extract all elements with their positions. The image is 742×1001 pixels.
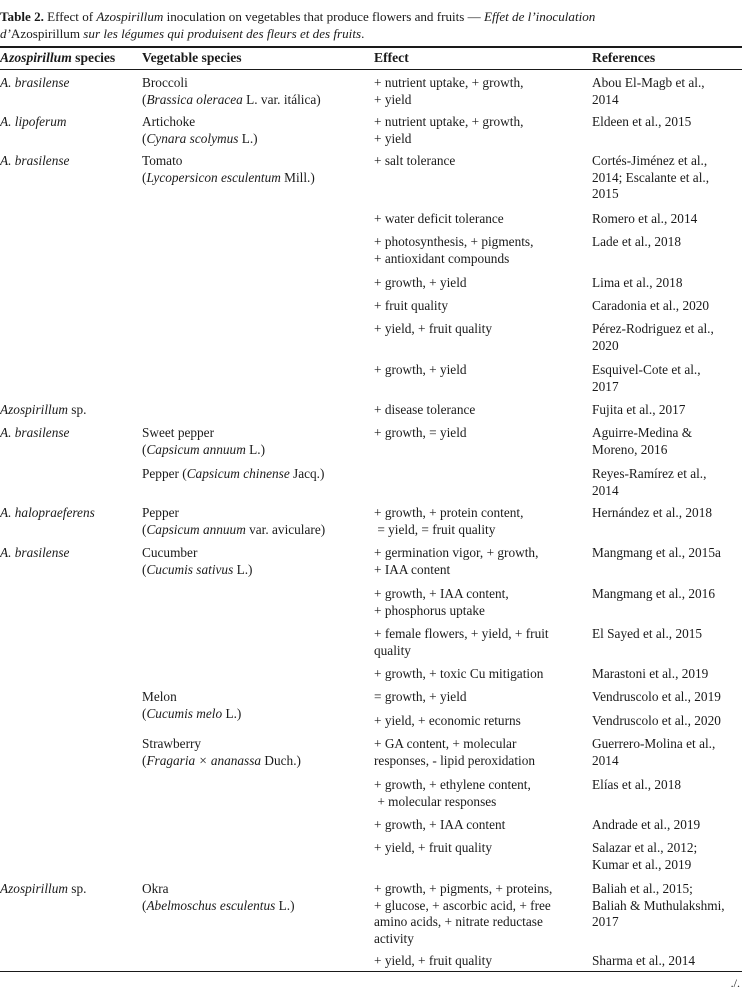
- reference-cell: 2014: [592, 752, 619, 768]
- header-vegetable: Vegetable species: [142, 50, 242, 65]
- effect-cell: + GA content, + molecular: [374, 736, 517, 751]
- effect-cell: + yield, + fruit quality: [374, 840, 493, 855]
- reference-cell: Baliah et al., 2015;: [592, 881, 693, 896]
- vegetable-cell: (Cynara scolymus L.): [142, 130, 258, 146]
- effect-cell: + yield: [374, 91, 412, 107]
- species-cell: A. halopraeferens: [0, 505, 95, 520]
- caption-label: Table 2.: [0, 9, 44, 24]
- reference-cell: Lima et al., 2018: [592, 275, 683, 290]
- species-cell: A. lipoferum: [0, 114, 67, 129]
- reference-cell: Pérez-Rodriguez et al.,: [592, 321, 714, 336]
- vegetable-cell: (Fragaria × ananassa Duch.): [142, 752, 301, 768]
- species-cell: Azospirillum sp.: [0, 402, 87, 417]
- reference-cell: Abou El-Magb et al.,: [592, 75, 705, 90]
- reference-cell: Kumar et al., 2019: [592, 856, 692, 872]
- reference-cell: Eldeen et al., 2015: [592, 114, 692, 129]
- effect-cell: + yield, + fruit quality: [374, 953, 493, 968]
- reference-cell: Elías et al., 2018: [592, 777, 681, 792]
- effect-cell: + yield, + fruit quality: [374, 321, 493, 336]
- header-references: References: [592, 50, 656, 65]
- bottom-rule: [0, 971, 742, 972]
- effect-cell: + yield: [374, 130, 412, 146]
- reference-cell: 2020: [592, 337, 619, 353]
- effect-cell: + germination vigor, + growth,: [374, 545, 539, 560]
- reference-cell: 2017: [592, 914, 619, 930]
- effect-cell: + nutrient uptake, + growth,: [374, 75, 524, 90]
- top-rule: [0, 46, 742, 48]
- effect-cell: amino acids, + nitrate reductase: [374, 914, 543, 930]
- reference-cell: Baliah & Muthulakshmi,: [592, 897, 725, 913]
- vegetable-cell: Artichoke: [142, 114, 196, 129]
- effect-cell: + glucose, + ascorbic acid, + free: [374, 897, 551, 913]
- reference-cell: Fujita et al., 2017: [592, 402, 686, 417]
- effect-cell: + disease tolerance: [374, 402, 476, 417]
- vegetable-cell: Strawberry: [142, 736, 202, 751]
- reference-cell: Salazar et al., 2012;: [592, 840, 698, 855]
- effect-cell: + growth, + yield: [374, 275, 467, 290]
- reference-cell: Vendruscolo et al., 2019: [592, 689, 721, 704]
- vegetable-cell: Pepper: [142, 505, 179, 520]
- reference-cell: Romero et al., 2014: [592, 211, 698, 226]
- reference-cell: Vendruscolo et al., 2020: [592, 713, 721, 728]
- reference-cell: Cortés-Jiménez et al.,: [592, 153, 708, 168]
- effect-cell: + growth, + protein content,: [374, 505, 524, 520]
- header-species: Azospirillum species: [0, 50, 116, 65]
- effect-cell: + growth, = yield: [374, 425, 467, 440]
- reference-cell: Guerrero-Molina et al.,: [592, 736, 716, 751]
- effect-cell: quality: [374, 642, 411, 658]
- effect-cell: + phosphorus uptake: [374, 602, 485, 618]
- effect-cell: + female flowers, + yield, + fruit: [374, 626, 549, 641]
- effect-cell: = growth, + yield: [374, 689, 467, 704]
- vegetable-cell: Tomato: [142, 153, 183, 168]
- vegetable-cell: (Brassica oleracea L. var. itálica): [142, 91, 321, 107]
- species-cell: A. brasilense: [0, 545, 70, 560]
- effect-cell: activity: [374, 930, 414, 946]
- reference-cell: 2014: [592, 91, 619, 107]
- vegetable-cell: Okra: [142, 881, 169, 896]
- effect-cell: + growth, + IAA content,: [374, 586, 509, 601]
- reference-cell: Caradonia et al., 2020: [592, 298, 710, 313]
- vegetable-cell: (Lycopersicon esculentum Mill.): [142, 169, 315, 185]
- species-cell: A. brasilense: [0, 75, 70, 90]
- vegetable-cell: (Cucumis sativus L.): [142, 561, 253, 577]
- vegetable-cell: Cucumber: [142, 545, 198, 560]
- species-cell: Azospirillum sp.: [0, 881, 87, 896]
- vegetable-cell: Sweet pepper: [142, 425, 214, 440]
- species-cell: A. brasilense: [0, 425, 70, 440]
- effect-cell: + fruit quality: [374, 298, 448, 313]
- effect-cell: + antioxidant compounds: [374, 250, 510, 266]
- reference-cell: Reyes-Ramírez et al.,: [592, 466, 707, 481]
- header-rule: [0, 69, 742, 70]
- reference-cell: Hernández et al., 2018: [592, 505, 712, 520]
- reference-cell: 2014: [592, 482, 619, 498]
- effect-cell: + growth, + yield: [374, 362, 467, 377]
- effect-cell: + photosynthesis, + pigments,: [374, 234, 534, 249]
- vegetable-cell: (Capsicum annuum L.): [142, 441, 265, 457]
- effect-cell: + growth, + toxic Cu mitigation: [374, 666, 544, 681]
- effect-cell: + molecular responses: [374, 793, 497, 809]
- species-cell: A. brasilense: [0, 153, 70, 168]
- continued-mark: ./.: [730, 976, 740, 990]
- effect-cell: + IAA content: [374, 561, 451, 577]
- effect-cell: + yield, + economic returns: [374, 713, 521, 728]
- effect-cell: + growth, + ethylene content,: [374, 777, 531, 792]
- vegetable-cell: Melon: [142, 689, 177, 704]
- reference-cell: Lade et al., 2018: [592, 234, 681, 249]
- effect-cell: + nutrient uptake, + growth,: [374, 114, 524, 129]
- table-caption: Table 2. Effect of Azospirillum inoculation on vegetables that produce flowers and fruits — Effet de l’inoculation d’Azospirillum sur les légumes qui produisent des fleurs et des fruits.: [0, 9, 596, 41]
- vegetable-cell: (Cucumis melo L.): [142, 705, 242, 721]
- vegetable-cell: (Capsicum annuum var. aviculare): [142, 521, 326, 537]
- vegetable-cell: Pepper (Capsicum chinense Jacq.): [142, 466, 325, 481]
- effect-cell: + salt tolerance: [374, 153, 456, 168]
- reference-cell: 2015: [592, 186, 619, 202]
- reference-cell: El Sayed et al., 2015: [592, 626, 703, 641]
- effect-cell: + growth, + IAA content: [374, 817, 506, 832]
- reference-cell: 2014; Escalante et al.,: [592, 169, 710, 185]
- reference-cell: Esquivel-Cote et al.,: [592, 362, 701, 377]
- effect-cell: responses, - lipid peroxidation: [374, 752, 536, 768]
- effect-cell: = yield, = fruit quality: [374, 521, 496, 537]
- reference-cell: Aguirre-Medina &: [592, 425, 693, 440]
- reference-cell: Marastoni et al., 2019: [592, 666, 709, 681]
- reference-cell: Mangmang et al., 2016: [592, 586, 715, 601]
- effect-cell: + growth, + pigments, + proteins,: [374, 881, 553, 896]
- vegetable-cell: (Abelmoschus esculentus L.): [142, 897, 295, 913]
- reference-cell: 2017: [592, 378, 619, 394]
- effect-cell: + water deficit tolerance: [374, 211, 504, 226]
- vegetable-cell: Broccoli: [142, 75, 188, 90]
- reference-cell: Moreno, 2016: [592, 441, 668, 457]
- header-effect: Effect: [374, 50, 409, 65]
- reference-cell: Mangmang et al., 2015a: [592, 545, 721, 560]
- reference-cell: Sharma et al., 2014: [592, 953, 696, 968]
- reference-cell: Andrade et al., 2019: [592, 817, 701, 832]
